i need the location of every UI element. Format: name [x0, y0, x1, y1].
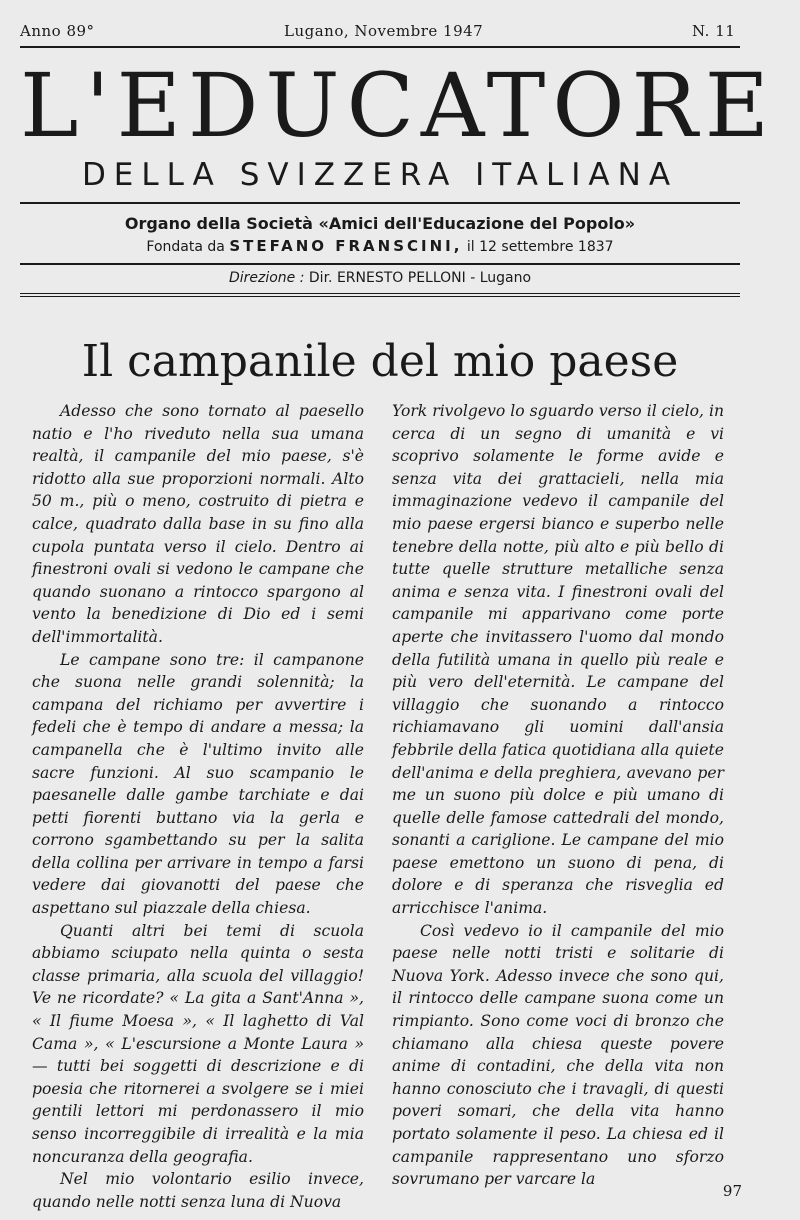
founded-line — [20, 237, 740, 255]
left-column — [32, 400, 364, 1213]
place-date: Lugano, Novembre 1947 — [284, 22, 484, 40]
paragraph: Quanti altri bei temi di scuola abbiamo sciupato nella quinta o sesta classe primaria, alla scuola del villaggio! Ve ne ricordate? « La gita a Sant'Anna », « Il fiume Moesa », « Il laghetto di Val Cama », « L'escursione a Monte Laura » — tutti bei soggetti di descrizione e di poesia che ritornerei a svolgere se i miei gentili lettori mi perdonassero il mio senso incorreggibile di irrealità e la mia noncuranza della geografia. — [32, 921, 364, 1166]
right-column — [392, 400, 724, 1191]
organ-line: Organo della Società «Amici dell'Educazione del Popolo» — [124, 214, 636, 233]
direction-line — [20, 270, 740, 286]
paragraph: Così vedevo io il campanile del mio paese nelle notti tristi e solitarie di Nuova York. Adesso invece che sono qui, il rintocco delle campane suona come un rimpianto. Sono come voci di bronzo che chiamano alla chiesa queste povere anime di contadini, che della vita non hanno conosciuto che i travagli, di questi poveri somari, che della vita hanno portato solamente il peso. La chiesa ed il campanile rappresentano uno sforzo sovrumano per varcare la — [392, 921, 724, 1189]
direction-label: Direzione : — [228, 270, 305, 286]
paragraph: Le campane sono tre: il campanone che suona nelle grandi solennità; la campana del richiamo per avvertire i fedeli che è tempo di andare a messa; la campanella che è l'ultimo invito alle sacre funzioni. Al suo scampanio le paesanelle dalle gambe tarchiate e dai petti fiorenti buttano via la gerla e corrono sgambettando su per la salita della collina per arrivare in tempo a farsi vedere dai giovanotti del paese che aspettano sul piazzale della chiesa. — [32, 650, 364, 918]
paragraph: Adesso che sono tornato al paesello natio e l'ho riveduto nella sua umana realtà, il campanile del mio paese, s'è ridotto alla sue proporzioni normali. Alto 50 m., più o meno, costruito di pietra e calce, quadrato dalla base in su fino alla cupola puntata verso il cielo. Dentro ai finestroni ovali si vedono le campane che quando suonano a rintocco spargono al vento la benedizione di Dio ed i semi dell'immortalità. — [32, 402, 364, 646]
year-label: Anno 89° — [20, 22, 95, 40]
top-rule — [20, 46, 740, 48]
direction-rule-bottom — [20, 293, 740, 297]
masthead-title: L'EDUCATORE — [20, 54, 776, 157]
masthead-subtitle: DELLA SVIZZERA ITALIANA — [81, 157, 679, 193]
page-number: 97 — [722, 1182, 742, 1200]
founded-date: il 12 settembre 1837 — [466, 239, 614, 255]
direction-rule-top — [20, 263, 740, 265]
article-title: Il campanile del mio paese — [81, 336, 679, 387]
founder-name: STEFANO FRANSCINI, — [229, 237, 463, 255]
paragraph: York rivolgevo lo sguardo verso il cielo, in cerca di un segno di umanità e vi scoprivo solamente le forme avide e senza vita dei grattacieli, nella mia immaginazione vedevo il campanile del mio paese ergersi bianco e superbo nelle tenebre della notte, più alto e più bello di tutte quelle strutture metalliche senza anima e senza vita. I finestroni ovali del campanile mi apparivano come porte aperte che invitassero l'uomo dal mondo della futilità umana in quello più reale e più vero dell'eternità. Le campane del villaggio che suonando a rintocco richiamavano gli uomini dall'ansia febbrile della fatica quotidiana alla quiete dell'anima e della preghiera, avevano per me un suono più dolce e più umano di quelle delle famose cattedrali del mondo, sonanti a cariglione. Le campane del mio paese emettono un suono di pena, di dolore e di speranza che risveglia ed arricchisce l'anima. — [392, 402, 724, 918]
founded-prefix: Fondata da — [146, 239, 225, 255]
issue-number: N. 11 — [692, 22, 736, 40]
masthead-rule — [20, 202, 740, 204]
paragraph: Nel mio volontario esilio invece, quando nelle notti senza luna di Nuova — [32, 1170, 364, 1211]
director-name: Dir. ERNESTO PELLONI - Lugano — [308, 270, 532, 286]
